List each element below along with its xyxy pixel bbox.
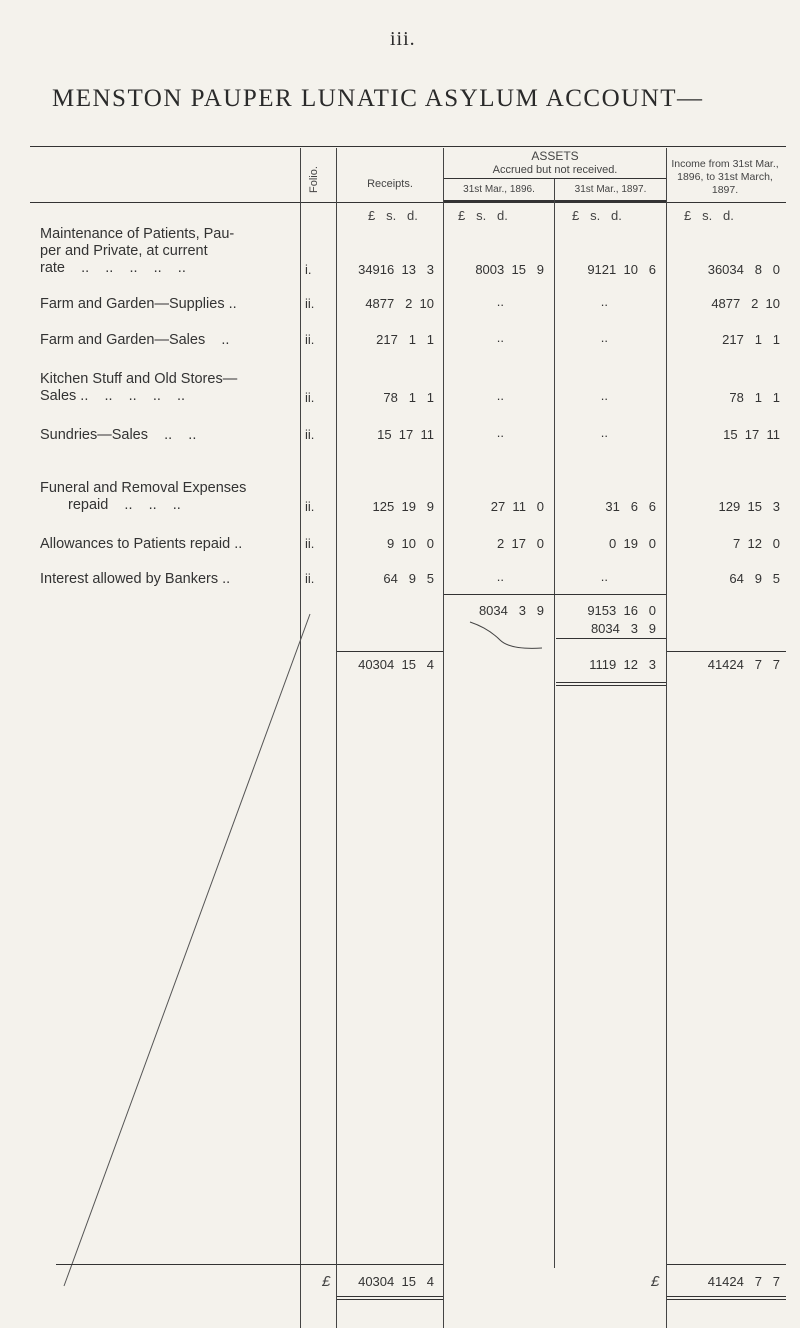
receipts-total-double-rule-2 [337, 1299, 443, 1300]
row-folio: ii. [305, 390, 315, 405]
assets-difference-double-rule [556, 682, 666, 683]
assets-sub-rule [444, 200, 666, 201]
row-assets-1896: .. [496, 330, 504, 345]
row-receipts: 64 9 5 [383, 571, 434, 586]
row-folio: ii. [305, 296, 315, 311]
row-receipts: 125 19 9 [372, 499, 434, 514]
assets-header-subtitle: Accrued but not received. [492, 164, 618, 176]
row-income: 7 12 0 [733, 536, 780, 551]
row-label: Farm and Garden—Sales .. [40, 332, 230, 348]
row-income: 15 17 11 [723, 427, 780, 442]
row-label: Sundries—Sales .. .. [40, 427, 197, 443]
income-total-double-rule-2 [667, 1299, 786, 1300]
page-number: iii. [390, 28, 416, 50]
income-grand-total: 41424 7 7 [707, 1274, 780, 1289]
receipts-total-currency: £ [322, 1273, 331, 1290]
header-top-rule [30, 146, 786, 147]
income-subtotal: 41424 7 7 [707, 657, 780, 672]
row-assets-1897: .. [600, 330, 608, 345]
receipts-grand-total: 40304 15 4 [358, 1274, 434, 1289]
row-label: Funeral and Removal Expenses repaid .. .. .. [40, 480, 247, 513]
income-total-rule [667, 651, 786, 652]
row-assets-1896: .. [496, 388, 504, 403]
row-folio: ii. [305, 536, 315, 551]
receipts-final-rule [337, 1264, 443, 1265]
column-line-assets-mid [554, 178, 555, 1268]
receipts-header: Receipts. [367, 178, 413, 190]
income-total-currency: £ [651, 1273, 660, 1290]
assets-divider-rule [444, 201, 666, 202]
income-total-double-rule [667, 1296, 786, 1297]
footer-top-rule [56, 1264, 336, 1265]
row-assets-1896: 2 17 0 [497, 536, 544, 551]
row-assets-1896: 27 11 0 [490, 499, 544, 514]
row-assets-1897: .. [600, 388, 608, 403]
row-receipts: 34916 13 3 [358, 262, 434, 277]
row-receipts: 78 1 1 [383, 390, 434, 405]
row-assets-1897: 31 6 6 [605, 499, 656, 514]
row-assets-1896: .. [496, 425, 504, 440]
row-assets-1896: .. [496, 569, 504, 584]
row-income: 217 1 1 [722, 332, 780, 347]
row-income: 129 15 3 [718, 499, 780, 514]
assets-1897-currency-header: £ s. d. [572, 208, 622, 223]
assets-col-1896-header: 31st Mar., 1896. [463, 184, 535, 195]
row-folio: ii. [305, 427, 315, 442]
assets-subheader-rule [444, 178, 666, 179]
row-label: Kitchen Stuff and Old Stores— Sales .. .. .. .. .. [40, 371, 238, 404]
receipts-total-double-rule [337, 1296, 443, 1297]
assets-col-1897-header: 31st Mar., 1897. [574, 184, 647, 195]
row-assets-1897: 0 19 0 [609, 536, 656, 551]
row-receipts: 15 17 11 [377, 427, 434, 442]
row-assets-1897: .. [600, 294, 608, 309]
receipts-subtotal: 40304 15 4 [358, 657, 434, 672]
row-receipts: 9 10 0 [387, 536, 434, 551]
assets-difference-double-rule-2 [556, 685, 666, 686]
row-income: 4877 2 10 [711, 296, 780, 311]
row-folio: i. [305, 262, 312, 277]
assets-header-title: ASSETS [531, 149, 579, 163]
assets-1896-currency-header: £ s. d. [458, 208, 508, 223]
row-assets-1896: .. [496, 294, 504, 309]
assets-1897-total-rule [556, 638, 666, 639]
assets-1896-total: 8034 3 9 [478, 603, 544, 618]
cancel-flourish [466, 618, 546, 652]
column-line-income-left [666, 148, 667, 1328]
row-assets-1896: 8003 15 9 [475, 262, 544, 277]
column-line-assets-left [443, 148, 444, 1328]
header-bottom-rule [30, 202, 786, 203]
income-header: Income from 31st Mar., 1896, to 31st March, 1897. [671, 158, 779, 196]
row-assets-1897: 9121 10 6 [587, 262, 656, 277]
assets-difference: 1119 12 3 [589, 657, 656, 672]
row-folio: ii. [305, 571, 315, 586]
receipts-total-rule [337, 651, 443, 652]
row-label: Interest allowed by Bankers .. [40, 571, 231, 587]
row-income: 64 9 5 [729, 571, 780, 586]
page-title: MENSTON PAUPER LUNATIC ASYLUM ACCOUNT— [52, 85, 704, 112]
row-receipts: 4877 2 10 [365, 296, 434, 311]
receipts-currency-header: £ s. d. [368, 208, 418, 223]
income-final-rule [667, 1264, 786, 1265]
row-income: 36034 8 0 [707, 262, 780, 277]
folio-header: Folio. [308, 166, 320, 193]
row-label: Allowances to Patients repaid .. [40, 536, 243, 552]
row-income: 78 1 1 [729, 390, 780, 405]
assets-1897-less: 8034 3 9 [590, 621, 656, 636]
blank-space-diagonal [60, 610, 320, 1290]
row-label: Maintenance of Patients, Pau- per and Private, at current rate .. .. .. .. .. [40, 226, 235, 276]
column-line-receipts-left [336, 148, 337, 1328]
assets-subtotal-rule [444, 594, 666, 595]
row-label: Farm and Garden—Supplies .. [40, 296, 237, 312]
row-receipts: 217 1 1 [376, 332, 434, 347]
row-folio: ii. [305, 499, 315, 514]
row-assets-1897: .. [600, 569, 608, 584]
income-currency-header: £ s. d. [684, 208, 734, 223]
row-assets-1897: .. [600, 425, 608, 440]
assets-1897-total: 9153 16 0 [587, 603, 656, 618]
row-folio: ii. [305, 332, 315, 347]
